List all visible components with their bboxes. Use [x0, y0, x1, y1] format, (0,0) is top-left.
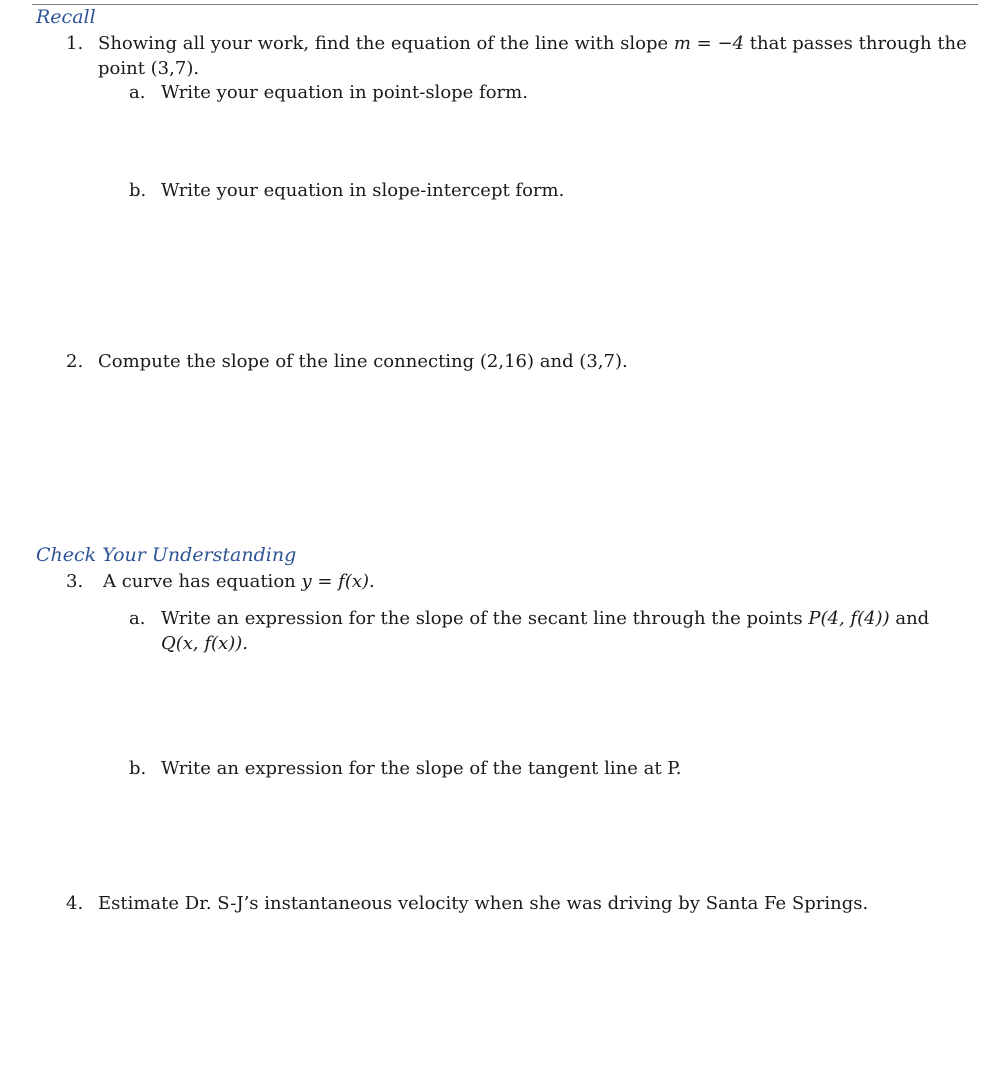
q1b-label: b. — [129, 180, 147, 201]
q3a-point-p: P(4, f(4)) — [808, 608, 890, 629]
q3-text: A curve has equation — [103, 571, 296, 592]
q4-number: 4. — [66, 893, 84, 914]
q1-text-tail: that passes through the — [749, 33, 967, 54]
q3b-label: b. — [129, 758, 147, 779]
q1-line2: point (3,7). — [98, 58, 200, 79]
q3-line — [103, 570, 375, 594]
q1b-text: Write your equation in slope-intercept form. — [161, 180, 565, 201]
top-rule — [32, 4, 978, 5]
q3a-and: and — [895, 608, 930, 629]
q3b-text: Write an expression for the slope of the tangent line at P. — [161, 758, 682, 779]
q3a-text: Write an expression for the slope of the secant line through the points — [161, 608, 803, 629]
q1-text: Showing all your work, find the equation of the line with slope — [98, 33, 669, 54]
q3a-point-q: Q(x, f(x)). — [161, 633, 248, 654]
q1-number: 1. — [66, 33, 84, 54]
q3a-label: a. — [129, 608, 146, 629]
q3-equation: y = f(x). — [301, 571, 375, 592]
section-heading-recall: Recall — [36, 6, 96, 28]
q1-line1 — [98, 32, 967, 56]
q2-number: 2. — [66, 351, 84, 372]
q1-slope-equation: m = −4 — [673, 33, 745, 54]
q3a-line1 — [161, 607, 929, 631]
q1a-label: a. — [129, 82, 146, 103]
section-heading-check: Check Your Understanding — [36, 544, 297, 566]
q1a-text: Write your equation in point-slope form. — [161, 82, 528, 103]
q4-text: Estimate Dr. S-J’s instantaneous velocity when she was driving by Santa Fe Springs. — [98, 893, 869, 914]
q3-number: 3. — [66, 571, 84, 592]
q2-text: Compute the slope of the line connecting (2,16) and (3,7). — [98, 351, 628, 372]
